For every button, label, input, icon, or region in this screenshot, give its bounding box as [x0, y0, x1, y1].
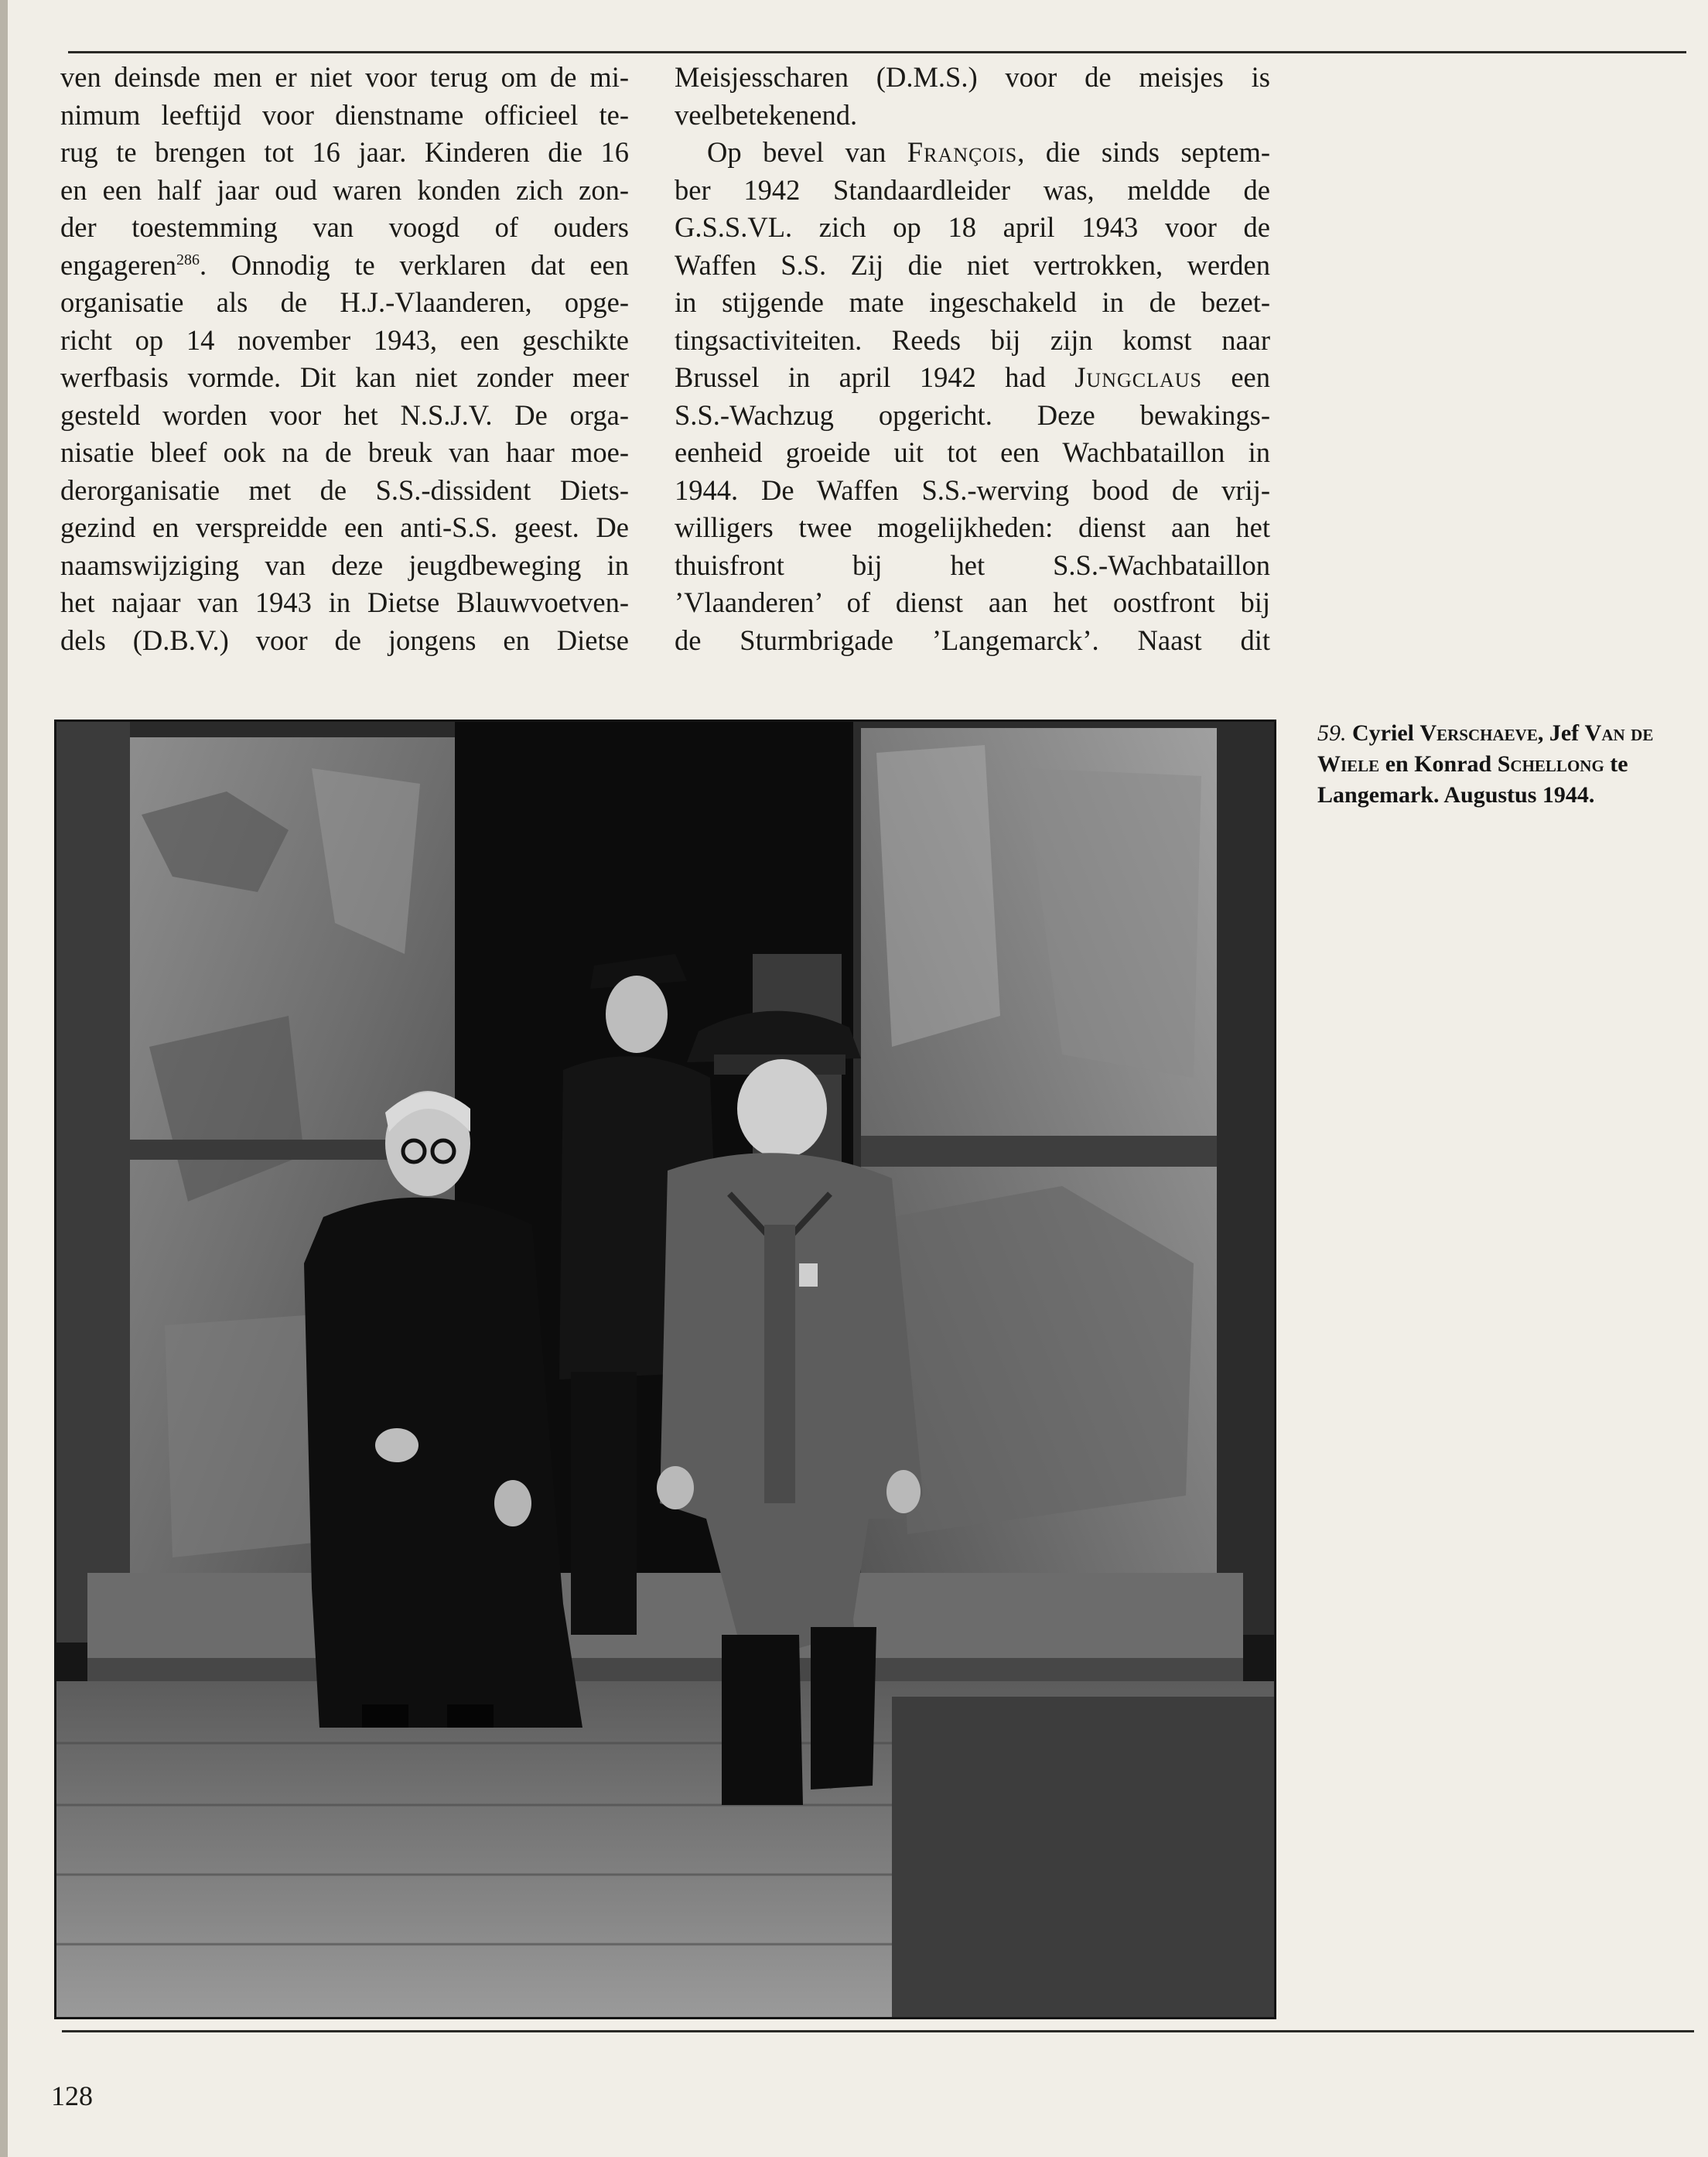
text-line: engageren$^{286}$. Onnodig te verklaren dat een: [60, 248, 629, 281]
text-line: nisatie bleef ook na de breuk van haar moe-: [60, 436, 629, 468]
text-line: der toestemming van voogd of ouders: [60, 211, 629, 243]
text-line: dels (D.B.V.) voor de jongens en Dietse: [60, 624, 629, 656]
text-line: in stijgende mate ingeschakeld in de bezet-: [675, 286, 1270, 318]
text-line: de Sturmbrigade ’Langemarck’. Naast dit: [675, 624, 1270, 656]
text-line: nimum leeftijd voor dienstname officieel te-: [60, 98, 629, 131]
person-name: Schellong: [1497, 751, 1604, 777]
footnote-ref: 286: [176, 251, 200, 268]
text-line: rug te brengen tot 16 jaar. Kinderen die 16: [60, 136, 629, 168]
page-edge: [0, 0, 8, 2157]
photograph: [54, 720, 1276, 2019]
text-line: willigers twee mogelijkheden: dienst aan het: [675, 511, 1270, 543]
caption-number: 59.: [1317, 720, 1347, 746]
text-line: organisatie als de H.J.-Vlaanderen, opge-: [60, 286, 629, 318]
text-line: Brussel in april 1942 had Jungclaus een: [675, 361, 1270, 393]
text-line: thuisfront bij het S.S.-Wachbataillon: [675, 549, 1270, 581]
text-line: en een half jaar oud waren konden zich zon-: [60, 173, 629, 206]
text-line: ber 1942 Standaardleider was, meldde de: [675, 173, 1270, 206]
page-number: 128: [51, 2080, 93, 2111]
text-line: 1944. De Waffen S.S.-werving bood de vrij-: [675, 473, 1270, 506]
text-line: S.S.-Wachzug opgericht. Deze bewakings-: [675, 398, 1270, 431]
text-line: gezind en verspreidde een anti-S.S. geest. De: [60, 511, 629, 543]
text-column-right: [675, 59, 1270, 659]
person-name: Van de Wiele: [1317, 720, 1654, 777]
text-line: tingsactiviteiten. Reeds bij zijn komst naar: [675, 323, 1270, 356]
text-line: veelbetekenend.: [675, 98, 858, 131]
person-name: François: [907, 136, 1018, 168]
text-line: Op bevel van François, die sinds septem-: [707, 136, 1270, 168]
text-line: naamswijziging van deze jeugdbeweging in: [60, 549, 629, 581]
text-line: Waffen S.S. Zij die niet vertrokken, werden: [675, 248, 1270, 281]
top-rule: [68, 51, 1686, 53]
person-name: Verschaeve: [1419, 720, 1538, 746]
text-line: het najaar van 1943 in Dietse Blauwvoetven-: [60, 586, 629, 618]
text-line: Meisjesscharen (D.M.S.) voor de meisjes is: [675, 61, 1270, 93]
text-line: werfbasis vormde. Dit kan niet zonder meer: [60, 361, 629, 393]
bottom-rule: [62, 2030, 1694, 2032]
text-line: derorganisatie met de S.S.-dissident Diets-: [60, 473, 629, 506]
person-name: Jungclaus: [1074, 361, 1202, 393]
text-line: ’Vlaanderen’ of dienst aan het oostfront bij: [675, 586, 1270, 618]
text-line: richt op 14 november 1943, een geschikte: [60, 323, 629, 356]
text-line: G.S.S.VL. zich op 18 april 1943 voor de: [675, 211, 1270, 243]
text-line: gesteld worden voor het N.S.J.V. De orga-: [60, 398, 629, 431]
photo-illustration: [56, 722, 1274, 2017]
photo-caption: 59. Cyriel Verschaeve, Jef Van de Wiele en Konrad Schellong te Langemark. Augustus 1944.: [1317, 720, 1654, 808]
text-column-left: [60, 59, 629, 659]
text-line: ven deinsde men er niet voor terug om de mi-: [60, 61, 629, 93]
text-line: eenheid groeide uit tot een Wachbataillon in: [675, 436, 1270, 468]
